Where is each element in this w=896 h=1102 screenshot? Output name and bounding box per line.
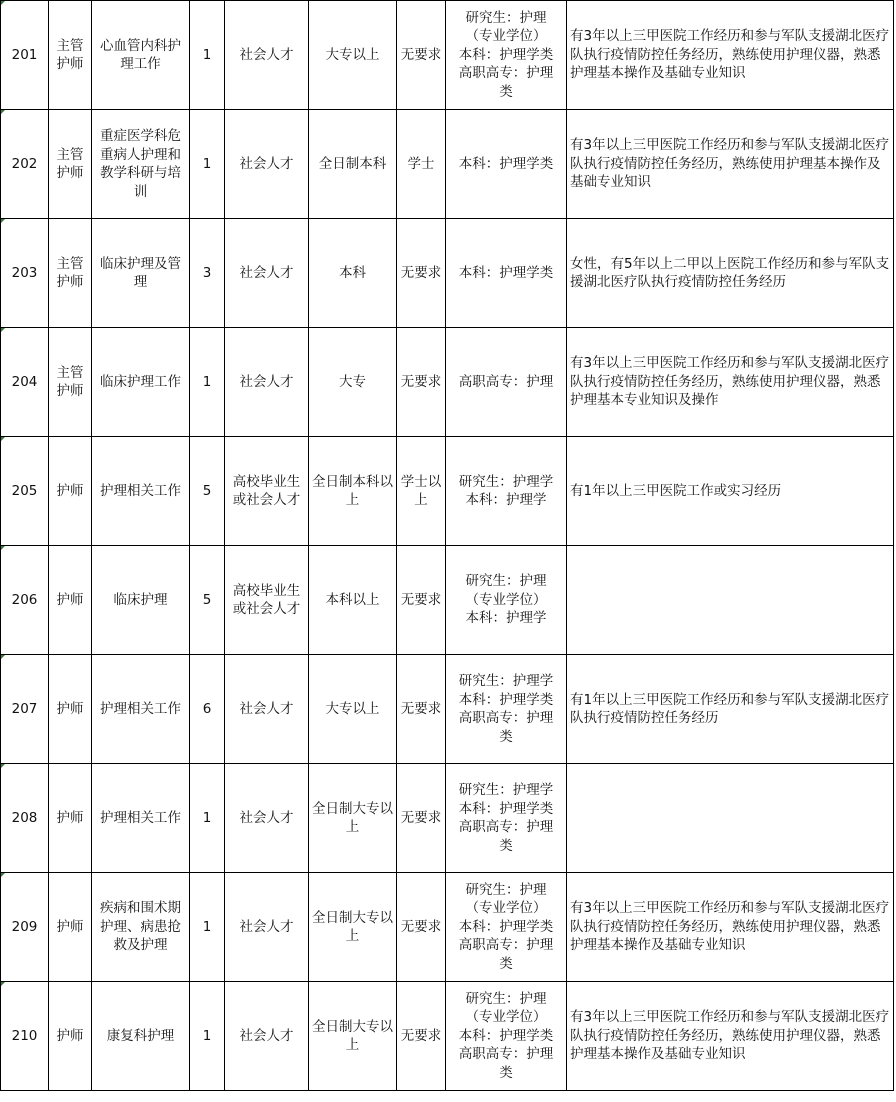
- major-cell: [446, 328, 567, 437]
- major-cell-line: （专业学位）: [465, 28, 547, 45]
- row-id-cell: 210: [1, 982, 49, 1091]
- headcount-cell: 1: [190, 328, 225, 437]
- degree-cell: 学士: [397, 110, 446, 219]
- headcount-cell: 1: [190, 873, 225, 982]
- degree-cell: 无要求: [397, 764, 446, 873]
- major-cell-line: 本科：护理学: [465, 610, 547, 627]
- table-row: [1, 764, 894, 873]
- row-id-cell: 206: [1, 546, 49, 655]
- row-id-cell: 208: [1, 764, 49, 873]
- row-id-cell: 203: [1, 219, 49, 328]
- degree-cell: 无要求: [397, 328, 446, 437]
- candidate-source-cell: 社会人才: [225, 219, 309, 328]
- major-cell: [446, 982, 567, 1091]
- headcount-cell: 3: [190, 219, 225, 328]
- major-cell: [446, 655, 567, 764]
- major-cell-line: 高职高专：护理: [458, 937, 554, 954]
- candidate-source-cell: 社会人才: [225, 655, 309, 764]
- job-title-cell-line: 护师: [56, 165, 84, 181]
- post-cell: 护理相关工作: [92, 655, 190, 764]
- requirement-cell: 有1年以上三甲医院工作或实习经历: [567, 437, 894, 546]
- job-title-cell: [49, 982, 92, 1091]
- education-cell: 全日制大专以上: [309, 873, 397, 982]
- candidate-source-cell: 高校毕业生或社会人才: [225, 437, 309, 546]
- job-title-cell-line: 护师: [56, 56, 84, 72]
- cell-corner-marker: [1, 764, 5, 768]
- table-row: [1, 437, 894, 546]
- education-cell: 全日制本科以上: [309, 437, 397, 546]
- degree-cell: 学士以上: [397, 437, 446, 546]
- job-title-cell: [49, 437, 92, 546]
- headcount-cell: 5: [190, 437, 225, 546]
- row-id-cell: 205: [1, 437, 49, 546]
- major-cell: [446, 110, 567, 219]
- major-cell: [446, 219, 567, 328]
- candidate-source-cell: 高校毕业生或社会人才: [225, 546, 309, 655]
- job-title-cell: [49, 110, 92, 219]
- headcount-cell: 6: [190, 655, 225, 764]
- major-cell-line: 本科：护理学类: [458, 155, 554, 172]
- major-cell-line: 本科：护理学类: [458, 1027, 554, 1044]
- table-row: [1, 110, 894, 219]
- headcount-cell: 5: [190, 546, 225, 655]
- post-cell: 临床护理及管理: [92, 219, 190, 328]
- job-title-cell: [49, 655, 92, 764]
- major-cell-line: 本科：护理学类: [458, 918, 554, 935]
- major-cell-line: 类: [499, 83, 513, 100]
- row-id-cell: 207: [1, 655, 49, 764]
- headcount-cell: 1: [190, 982, 225, 1091]
- major-cell-line: 高职高专：护理: [458, 373, 554, 390]
- degree-cell: 无要求: [397, 982, 446, 1091]
- post-cell: 疾病和围术期护理、病患抢救及护理: [92, 873, 190, 982]
- table-body: [1, 1, 894, 1091]
- table-row: [1, 546, 894, 655]
- major-cell: [446, 1, 567, 110]
- requirement-cell: 有1年以上三甲医院工作经历和参与军队支援湖北医疗队执行疫情防控任务经历: [567, 655, 894, 764]
- major-cell-line: 类: [499, 1064, 513, 1081]
- major-cell: [446, 873, 567, 982]
- job-title-cell: [49, 219, 92, 328]
- post-cell: 重症医学科危重病人护理和教学科研与培训: [92, 110, 190, 219]
- requirement-cell: [567, 546, 894, 655]
- major-cell-line: 本科：护理学类: [458, 800, 554, 817]
- headcount-cell: 1: [190, 110, 225, 219]
- requirement-cell: 有3年以上三甲医院工作经历和参与军队支援湖北医疗队执行疫情防控任务经历，熟练使用护理仪器，熟悉护理基本操作及基础专业知识: [567, 982, 894, 1091]
- row-id-cell: 201: [1, 1, 49, 110]
- job-title-cell-line: 护师: [56, 700, 84, 717]
- cell-corner-marker: [1, 1, 5, 5]
- education-cell: 全日制本科: [309, 110, 397, 219]
- headcount-cell: 1: [190, 764, 225, 873]
- job-title-cell-line: 主管: [56, 255, 84, 272]
- education-cell: 全日制大专以上: [309, 764, 397, 873]
- degree-cell: 无要求: [397, 546, 446, 655]
- job-title-cell: [49, 328, 92, 437]
- table-row: [1, 982, 894, 1091]
- cell-corner-marker: [1, 328, 5, 332]
- candidate-source-cell: 社会人才: [225, 764, 309, 873]
- table-row: [1, 1, 894, 110]
- job-title-cell-line: 主管: [56, 37, 84, 54]
- job-title-cell-line: 护师: [56, 383, 84, 399]
- major-cell-line: 本科：护理学类: [458, 264, 554, 281]
- education-cell: 本科以上: [309, 546, 397, 655]
- job-title-cell: [49, 764, 92, 873]
- candidate-source-cell: 社会人才: [225, 1, 309, 110]
- job-title-cell-line: 主管: [56, 364, 84, 381]
- major-cell-line: 研究生：护理: [465, 990, 547, 1007]
- requirement-cell: [567, 764, 894, 873]
- post-cell: 护理相关工作: [92, 764, 190, 873]
- post-cell: 心血管内科护理工作: [92, 1, 190, 110]
- major-cell-line: 高职高专：护理: [458, 65, 554, 82]
- major-cell-line: 研究生：护理: [465, 881, 547, 898]
- degree-cell: 无要求: [397, 1, 446, 110]
- major-cell-line: 类: [499, 955, 513, 972]
- major-cell-line: （专业学位）: [465, 1009, 547, 1026]
- requirement-cell: 有3年以上三甲医院工作经历和参与军队支援湖北医疗队执行疫情防控任务经历，熟练使用护理仪器，熟悉护理基本操作及基础专业知识: [567, 1, 894, 110]
- major-cell-line: 类: [499, 837, 513, 854]
- cell-corner-marker: [1, 655, 5, 659]
- major-cell: [446, 437, 567, 546]
- requirement-cell: 有3年以上三甲医院工作经历和参与军队支援湖北医疗队执行疫情防控任务经历，熟练使用护理基本操作及基础专业知识: [567, 110, 894, 219]
- job-title-cell: [49, 546, 92, 655]
- education-cell: 大专: [309, 328, 397, 437]
- major-cell-line: 研究生：护理: [465, 9, 547, 26]
- job-title-cell-line: 护师: [56, 809, 84, 826]
- education-cell: 全日制大专以上: [309, 982, 397, 1091]
- table-row: [1, 328, 894, 437]
- candidate-source-cell: 社会人才: [225, 328, 309, 437]
- major-cell-line: 本科：护理学: [465, 492, 547, 508]
- cell-corner-marker: [1, 546, 5, 550]
- job-title-cell: [49, 1, 92, 110]
- major-cell-line: 高职高专：护理: [458, 1046, 554, 1063]
- job-title-cell-line: 护师: [56, 1027, 84, 1044]
- row-id-cell: 209: [1, 873, 49, 982]
- headcount-cell: 1: [190, 1, 225, 110]
- requirement-cell: 女性，有5年以上二甲以上医院工作经历和参与军队支援湖北医疗队执行疫情防控任务经历: [567, 219, 894, 328]
- major-cell: [446, 546, 567, 655]
- major-cell-line: 研究生：护理: [465, 573, 547, 590]
- post-cell: 康复科护理: [92, 982, 190, 1091]
- cell-corner-marker: [1, 437, 5, 441]
- major-cell-line: 高职高专：护理: [458, 819, 554, 835]
- job-title-cell-line: 主管: [56, 146, 84, 163]
- degree-cell: 无要求: [397, 655, 446, 764]
- cell-corner-marker: [1, 219, 5, 223]
- table-row: [1, 655, 894, 764]
- post-cell: 护理相关工作: [92, 437, 190, 546]
- job-title-cell-line: 护师: [56, 274, 84, 290]
- row-id-cell: 202: [1, 110, 49, 219]
- degree-cell: 无要求: [397, 873, 446, 982]
- major-cell-line: 研究生：护理学: [458, 473, 554, 490]
- major-cell-line: 本科：护理学类: [458, 691, 554, 708]
- degree-cell: 无要求: [397, 219, 446, 328]
- requirement-cell: 有3年以上三甲医院工作经历和参与军队支援湖北医疗队执行疫情防控任务经历，熟练使用护理仪器，熟悉护理基本操作及基础专业知识: [567, 873, 894, 982]
- major-cell-line: 类: [499, 728, 513, 745]
- candidate-source-cell: 社会人才: [225, 110, 309, 219]
- cell-corner-marker: [1, 982, 5, 986]
- post-cell: 临床护理工作: [92, 328, 190, 437]
- major-cell-line: （专业学位）: [465, 591, 547, 608]
- major-cell-line: 研究生：护理学: [458, 673, 554, 689]
- major-cell-line: 高职高专：护理: [458, 710, 554, 726]
- post-cell: 临床护理: [92, 546, 190, 655]
- major-cell-line: （专业学位）: [465, 900, 547, 917]
- education-cell: 大专以上: [309, 1, 397, 110]
- major-cell: [446, 764, 567, 873]
- job-title-cell-line: 护师: [56, 482, 84, 499]
- candidate-source-cell: 社会人才: [225, 873, 309, 982]
- education-cell: 大专以上: [309, 655, 397, 764]
- job-title-cell-line: 护师: [56, 591, 84, 608]
- major-cell-line: 本科：护理学类: [458, 46, 554, 63]
- requirement-cell: 有3年以上三甲医院工作经历和参与军队支援湖北医疗队执行疫情防控任务经历，熟练使用护理仪器，熟悉护理基本专业知识及操作: [567, 328, 894, 437]
- table-row: [1, 873, 894, 982]
- major-cell-line: 研究生：护理学: [458, 782, 554, 798]
- row-id-cell: 204: [1, 328, 49, 437]
- education-cell: 本科: [309, 219, 397, 328]
- cell-corner-marker: [1, 873, 5, 877]
- table-row: [1, 219, 894, 328]
- cell-corner-marker: [1, 110, 5, 114]
- candidate-source-cell: 社会人才: [225, 982, 309, 1091]
- job-title-cell: [49, 873, 92, 982]
- job-title-cell-line: 护师: [56, 918, 84, 935]
